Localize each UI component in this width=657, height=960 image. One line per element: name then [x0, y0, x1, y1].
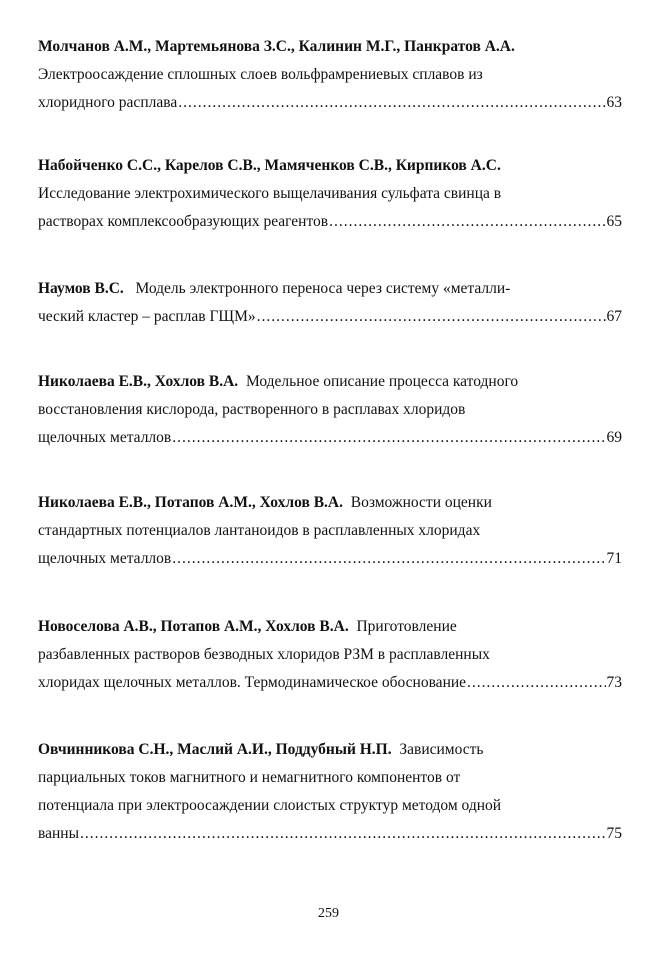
entry-page-number: 67 — [606, 308, 622, 325]
entry-authors: Молчанов А.М., Мартемьянова З.С., Калинин М.Г., Панкратов А.А. — [38, 38, 515, 55]
entry-leader-line — [38, 424, 622, 452]
entry-inline-title: Модельное описание процесса катодного — [245, 373, 519, 390]
entry-page-number: 75 — [606, 825, 622, 842]
entry-title-line: Исследование электрохимического выщелачивания сульфата свинца в — [38, 185, 502, 202]
entry-title-last: щелочных металлов — [38, 550, 172, 567]
entry-title-line: восстановления кислорода, растворенного в расплавах хлоридов — [38, 401, 466, 418]
entry-header-line — [38, 489, 622, 517]
entry-authors: Наумов В.С. — [38, 280, 124, 297]
dot-leader — [80, 820, 606, 848]
entry-inline-title: Зависимость — [399, 741, 484, 758]
entry-authors: Николаева Е.В., Потапов А.М., Хохлов В.А. — [38, 494, 343, 511]
entry-header-line — [38, 613, 622, 641]
toc-entry — [38, 33, 622, 117]
entry-header-line — [38, 275, 622, 303]
dot-leader — [178, 89, 605, 117]
entry-title-line: Электроосаждение сплошных слоев вольфрамрениевых сплавов из — [38, 66, 483, 83]
entry-header-line — [38, 736, 622, 764]
entry-page-number: 69 — [606, 429, 622, 446]
entry-title-last: хлоридах щелочных металлов. Термодинамическое обоснование — [38, 674, 467, 691]
toc-entry — [38, 489, 622, 573]
entry-title-line: разбавленных растворов безводных хлоридов РЗМ в расплавленных — [38, 646, 490, 663]
dot-leader — [257, 303, 606, 331]
toc-entry — [38, 152, 622, 236]
entry-page-number: 63 — [606, 94, 622, 111]
entry-header-line — [38, 152, 622, 180]
entry-authors: Овчинникова С.Н., Маслий А.И., Поддубный Н.П. — [38, 741, 392, 758]
entry-authors: Николаева Е.В., Хохлов В.А. — [38, 373, 239, 390]
dot-leader — [172, 424, 605, 452]
entry-title-last: щелочных металлов — [38, 429, 172, 446]
page-number-footer: 259 — [318, 906, 339, 921]
entry-leader-line — [38, 669, 622, 697]
entry-title-line: стандартных потенциалов лантаноидов в расплавленных хлоридах — [38, 522, 481, 539]
entry-title-last: ванны — [38, 825, 79, 842]
entry-page-number: 73 — [606, 674, 622, 691]
toc-entry — [38, 368, 622, 452]
entry-title-last: растворах комплексообразующих реагентов — [38, 213, 329, 230]
toc-entry — [38, 275, 622, 331]
dot-leader — [329, 208, 605, 236]
dot-leader — [172, 545, 605, 573]
entry-inline-title: Приготовление — [356, 618, 457, 635]
entry-inline-title: Модель электронного переноса через систему «металли- — [135, 280, 511, 297]
entry-authors: Набойченко С.С., Карелов С.В., Мамяченков С.В., Кирпиков А.С. — [38, 157, 501, 174]
entry-title-line: парциальных токов магнитного и немагнитного компонентов от — [38, 769, 461, 786]
entry-title-line: потенциала при электроосаждении слоистых структур методом одной — [38, 797, 502, 814]
entry-inline-title: Возможности оценки — [350, 494, 492, 511]
toc-entry — [38, 736, 622, 848]
entry-leader-line — [38, 545, 622, 573]
entry-title-last: ческий кластер – расплав ГЩМ» — [38, 308, 256, 325]
entry-header-line — [38, 33, 622, 61]
dot-leader — [467, 669, 605, 697]
entry-title-last: хлоридного расплава — [38, 94, 178, 111]
entry-page-number: 65 — [606, 213, 622, 230]
entry-header-line — [38, 368, 622, 396]
toc-entry — [38, 613, 622, 697]
entry-leader-line — [38, 208, 622, 236]
entry-page-number: 71 — [606, 550, 622, 567]
entry-leader-line — [38, 820, 622, 848]
entry-leader-line — [38, 303, 622, 331]
entry-authors: Новоселова А.В., Потапов А.М., Хохлов В.А. — [38, 618, 349, 635]
entry-leader-line — [38, 89, 622, 117]
